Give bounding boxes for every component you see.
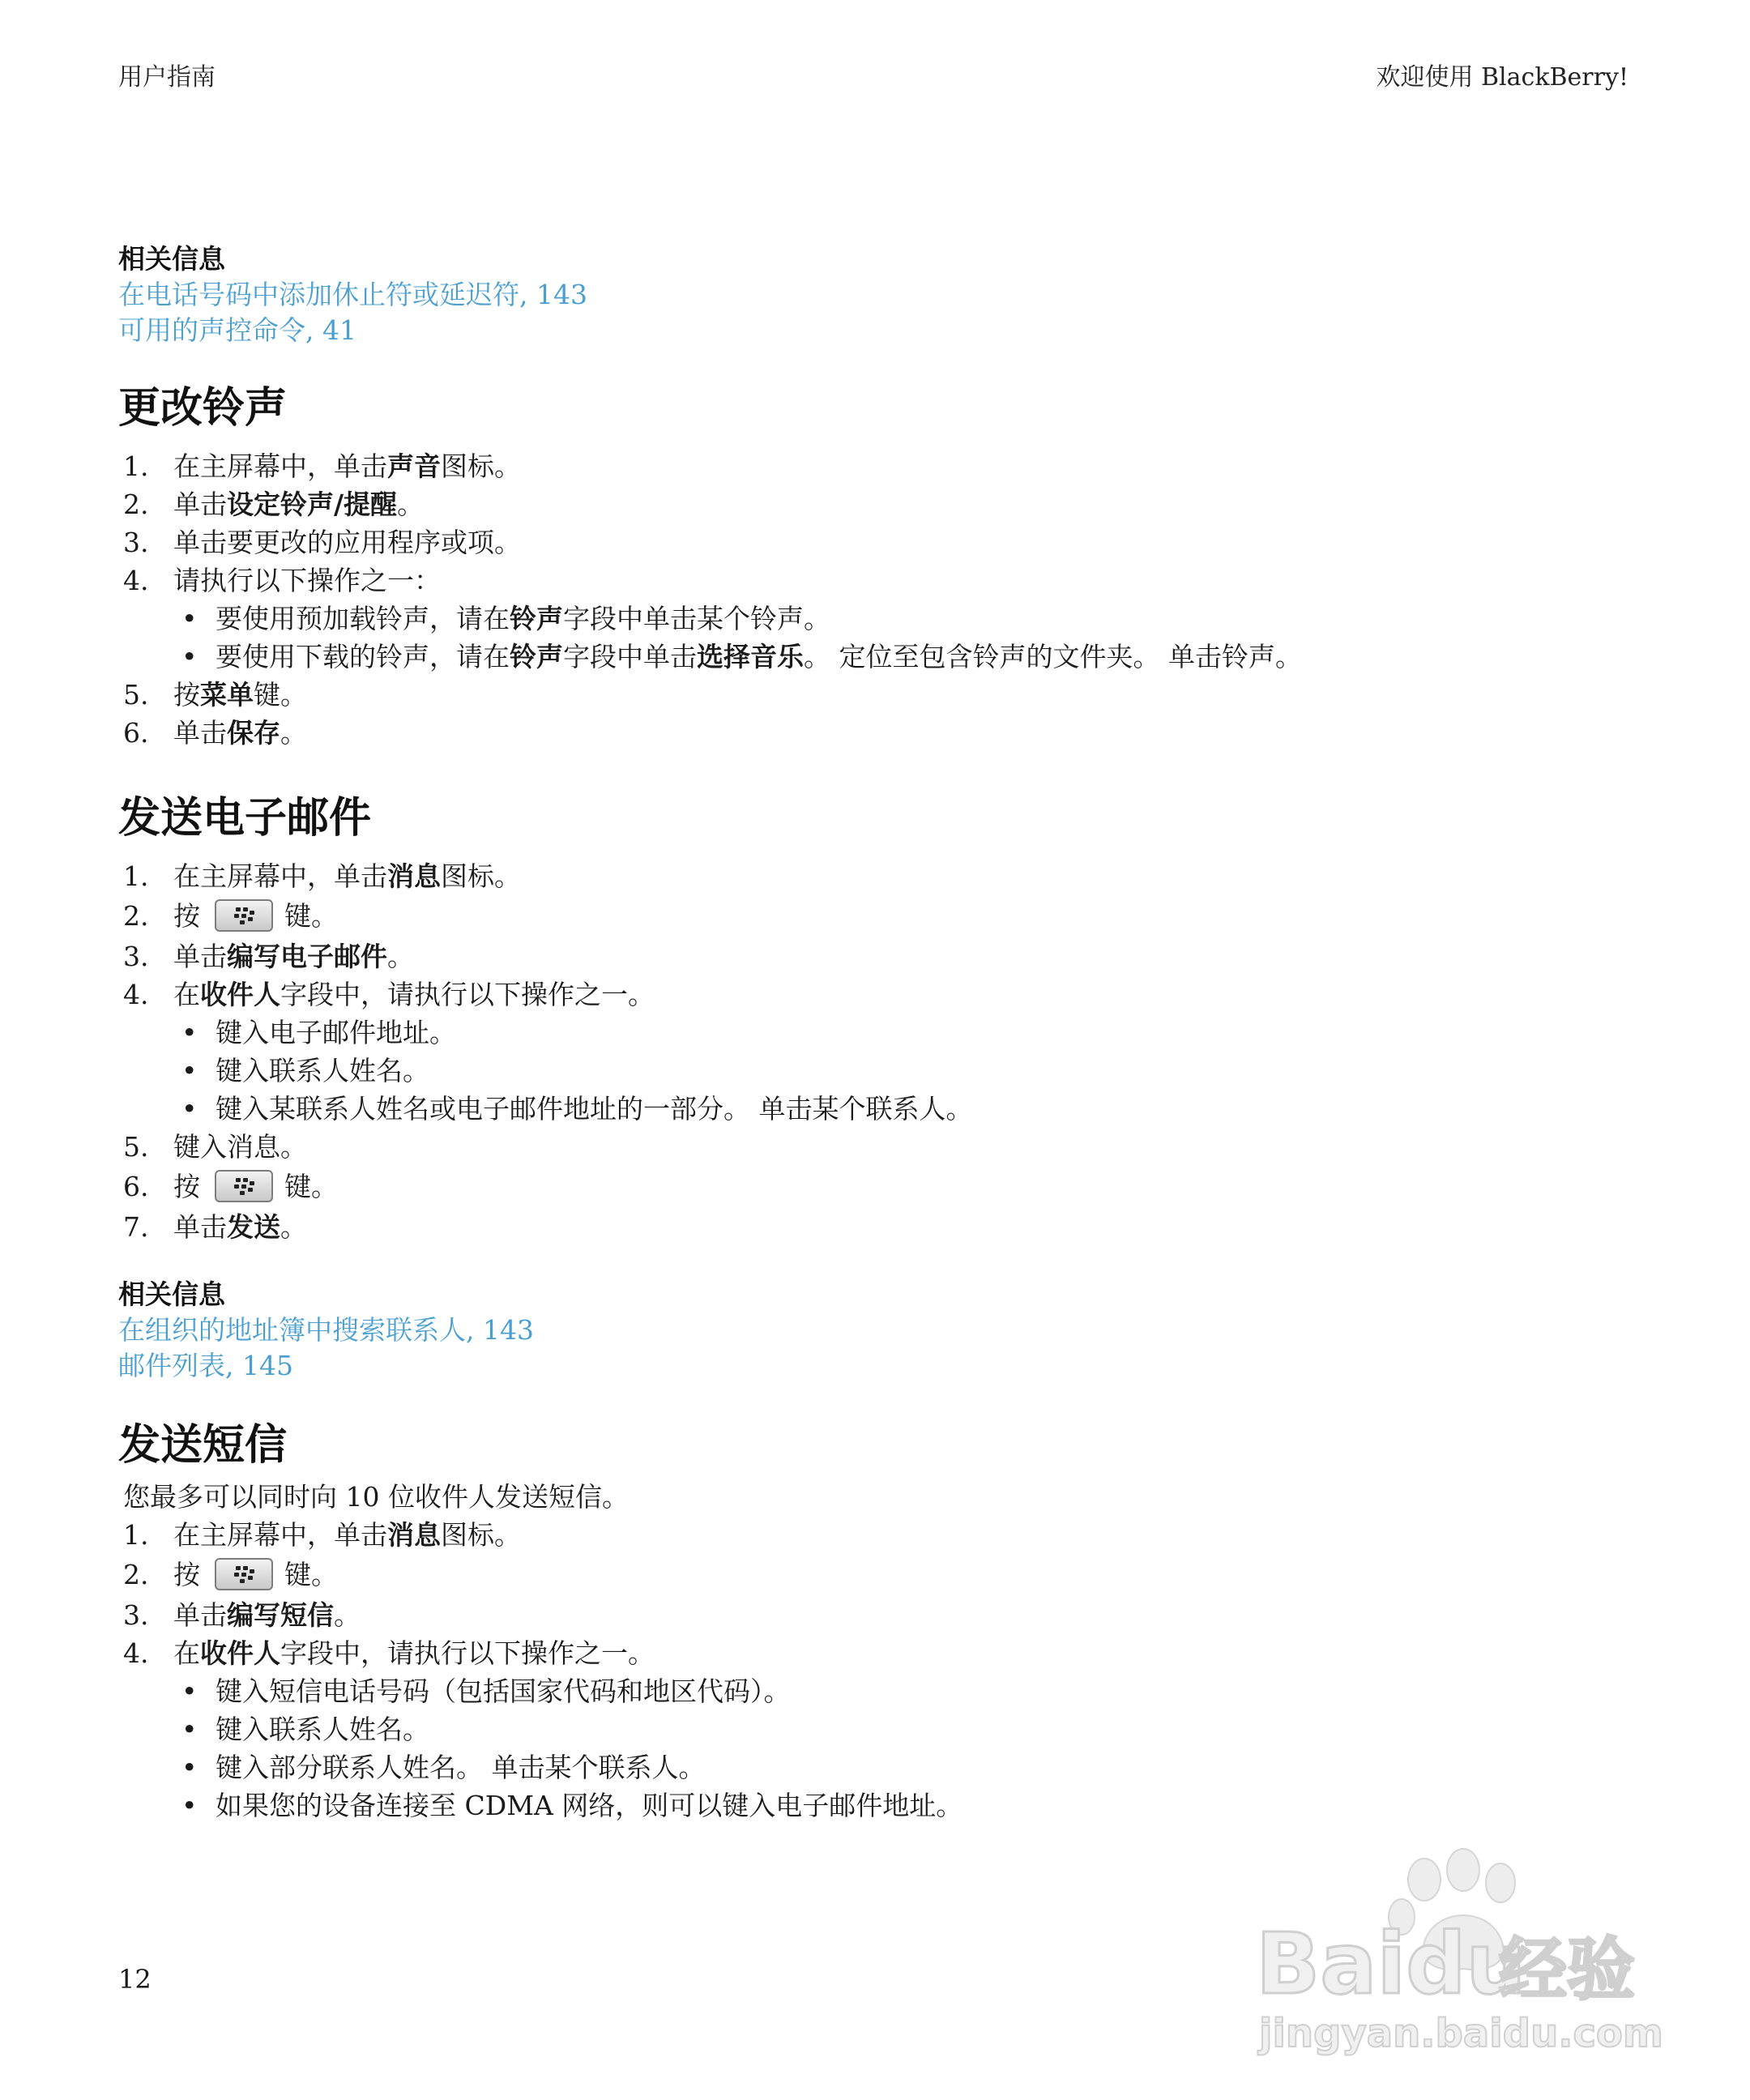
running-header-right: 欢迎使用 BlackBerry! (1376, 63, 1628, 92)
running-header-left: 用户指南 (118, 63, 216, 92)
related-info-title: 相关信息 (118, 1278, 225, 1310)
sub-option: • 键入短信电话号码（包括国家代码和地区代码）。 (181, 1675, 791, 1707)
related-link[interactable]: 邮件列表, 145 (118, 1350, 293, 1381)
sub-option: • 键入部分联系人姓名。 单击某个联系人。 (181, 1752, 706, 1783)
section-change-ringtone (118, 379, 1641, 752)
related-info-mid (118, 1277, 1641, 1384)
step-item: 3. 单击要更改的应用程序或项。 (123, 527, 521, 558)
step-item: 2. 按 键。 (123, 900, 338, 932)
baidu-jingyan-watermark (1248, 1839, 1669, 2058)
blackberry-menu-key-icon (215, 899, 273, 932)
related-link[interactable]: 在组织的地址簿中搜索联系人, 143 (118, 1314, 534, 1346)
page-number: 12 (118, 1964, 152, 1995)
related-info-title: 相关信息 (118, 243, 225, 275)
step-item: 3. 单击编写电子邮件。 (123, 941, 414, 972)
step-item: 6. 单击保存。 (123, 717, 307, 749)
step-item: 4. 在收件人字段中，请执行以下操作之一。 • 键入短信电话号码（包括国家代码和地区代码）。 • 键入联系人姓名。 • 键入部分联系人姓名。 单击某个联系人。 • 如果您的设备连接至 CDMA 网络，则可以键入电子邮件地址。 (118, 1634, 1641, 1825)
watermark-brand: Baidu (1256, 1914, 1526, 2013)
blackberry-menu-key-icon (215, 1558, 273, 1590)
step-item: 2. 按 键。 (123, 1559, 338, 1590)
section-send-email (118, 789, 1641, 1246)
sub-option: • 键入某联系人姓名或电子邮件地址的一部分。 单击某个联系人。 (181, 1093, 973, 1125)
step-item: 1. 在主屏幕中，单击消息图标。 (123, 1519, 521, 1551)
step-item: 6. 按 键。 (123, 1171, 338, 1202)
sub-options (173, 600, 1641, 676)
watermark-cn: 经验 (1499, 1930, 1636, 2009)
sub-options (173, 1672, 1641, 1825)
step-item: 1. 在主屏幕中，单击消息图标。 (123, 860, 521, 892)
sub-option: • 如果您的设备连接至 CDMA 网络，则可以键入电子邮件地址。 (181, 1790, 963, 1821)
steps-list (118, 447, 1641, 752)
step-item: 4. 在收件人字段中，请执行以下操作之一。 • 键入电子邮件地址。 • 键入联系人姓名。 • 键入某联系人姓名或电子邮件地址的一部分。 单击某个联系人。 (118, 975, 1641, 1128)
section-send-sms (118, 1416, 1641, 1825)
step-item: 5. 键入消息。 (123, 1131, 307, 1163)
section-title: 发送电子邮件 (118, 794, 372, 843)
step-item: 2. 单击设定铃声/提醒。 (123, 489, 425, 520)
blackberry-menu-key-icon (215, 1170, 273, 1202)
step-item: 3. 单击编写短信。 (123, 1599, 361, 1631)
main-content (118, 241, 1641, 1862)
sub-options (173, 1014, 1641, 1128)
related-info-top (118, 241, 1641, 348)
related-link[interactable]: 可用的声控命令, 41 (118, 314, 356, 346)
step-item: 4. 请执行以下操作之一： • 要使用预加载铃声，请在铃声字段中单击某个铃声。 • 要使用下载的铃声，请在铃声字段中单击选择音乐。 定位至包含铃声的文件夹。 单击铃声。 (118, 561, 1641, 676)
related-link[interactable]: 在电话号码中添加休止符或延迟符, 143 (118, 279, 587, 310)
step-item: 7. 单击发送。 (123, 1211, 307, 1243)
section-title: 发送短信 (118, 1421, 288, 1470)
sub-option: • 键入联系人姓名。 (181, 1055, 429, 1086)
sub-option: • 键入电子邮件地址。 (181, 1017, 456, 1048)
sub-option: • 要使用下载的铃声，请在铃声字段中单击选择音乐。 定位至包含铃声的文件夹。 单击铃声。 (181, 641, 1302, 672)
sub-option: • 键入联系人姓名。 (181, 1714, 429, 1745)
steps-list (118, 857, 1641, 1246)
watermark-url: jingyan.baidu.com (1259, 2011, 1663, 2056)
sub-option: • 要使用预加载铃声，请在铃声字段中单击某个铃声。 (181, 603, 830, 634)
step-item: 5. 按菜单键。 (123, 679, 307, 711)
steps-list (118, 1516, 1641, 1825)
section-intro: 您最多可以同时向 10 位收件人发送短信。 (123, 1481, 629, 1513)
step-item: 1. 在主屏幕中，单击声音图标。 (123, 450, 521, 482)
section-title: 更改铃声 (118, 384, 288, 433)
